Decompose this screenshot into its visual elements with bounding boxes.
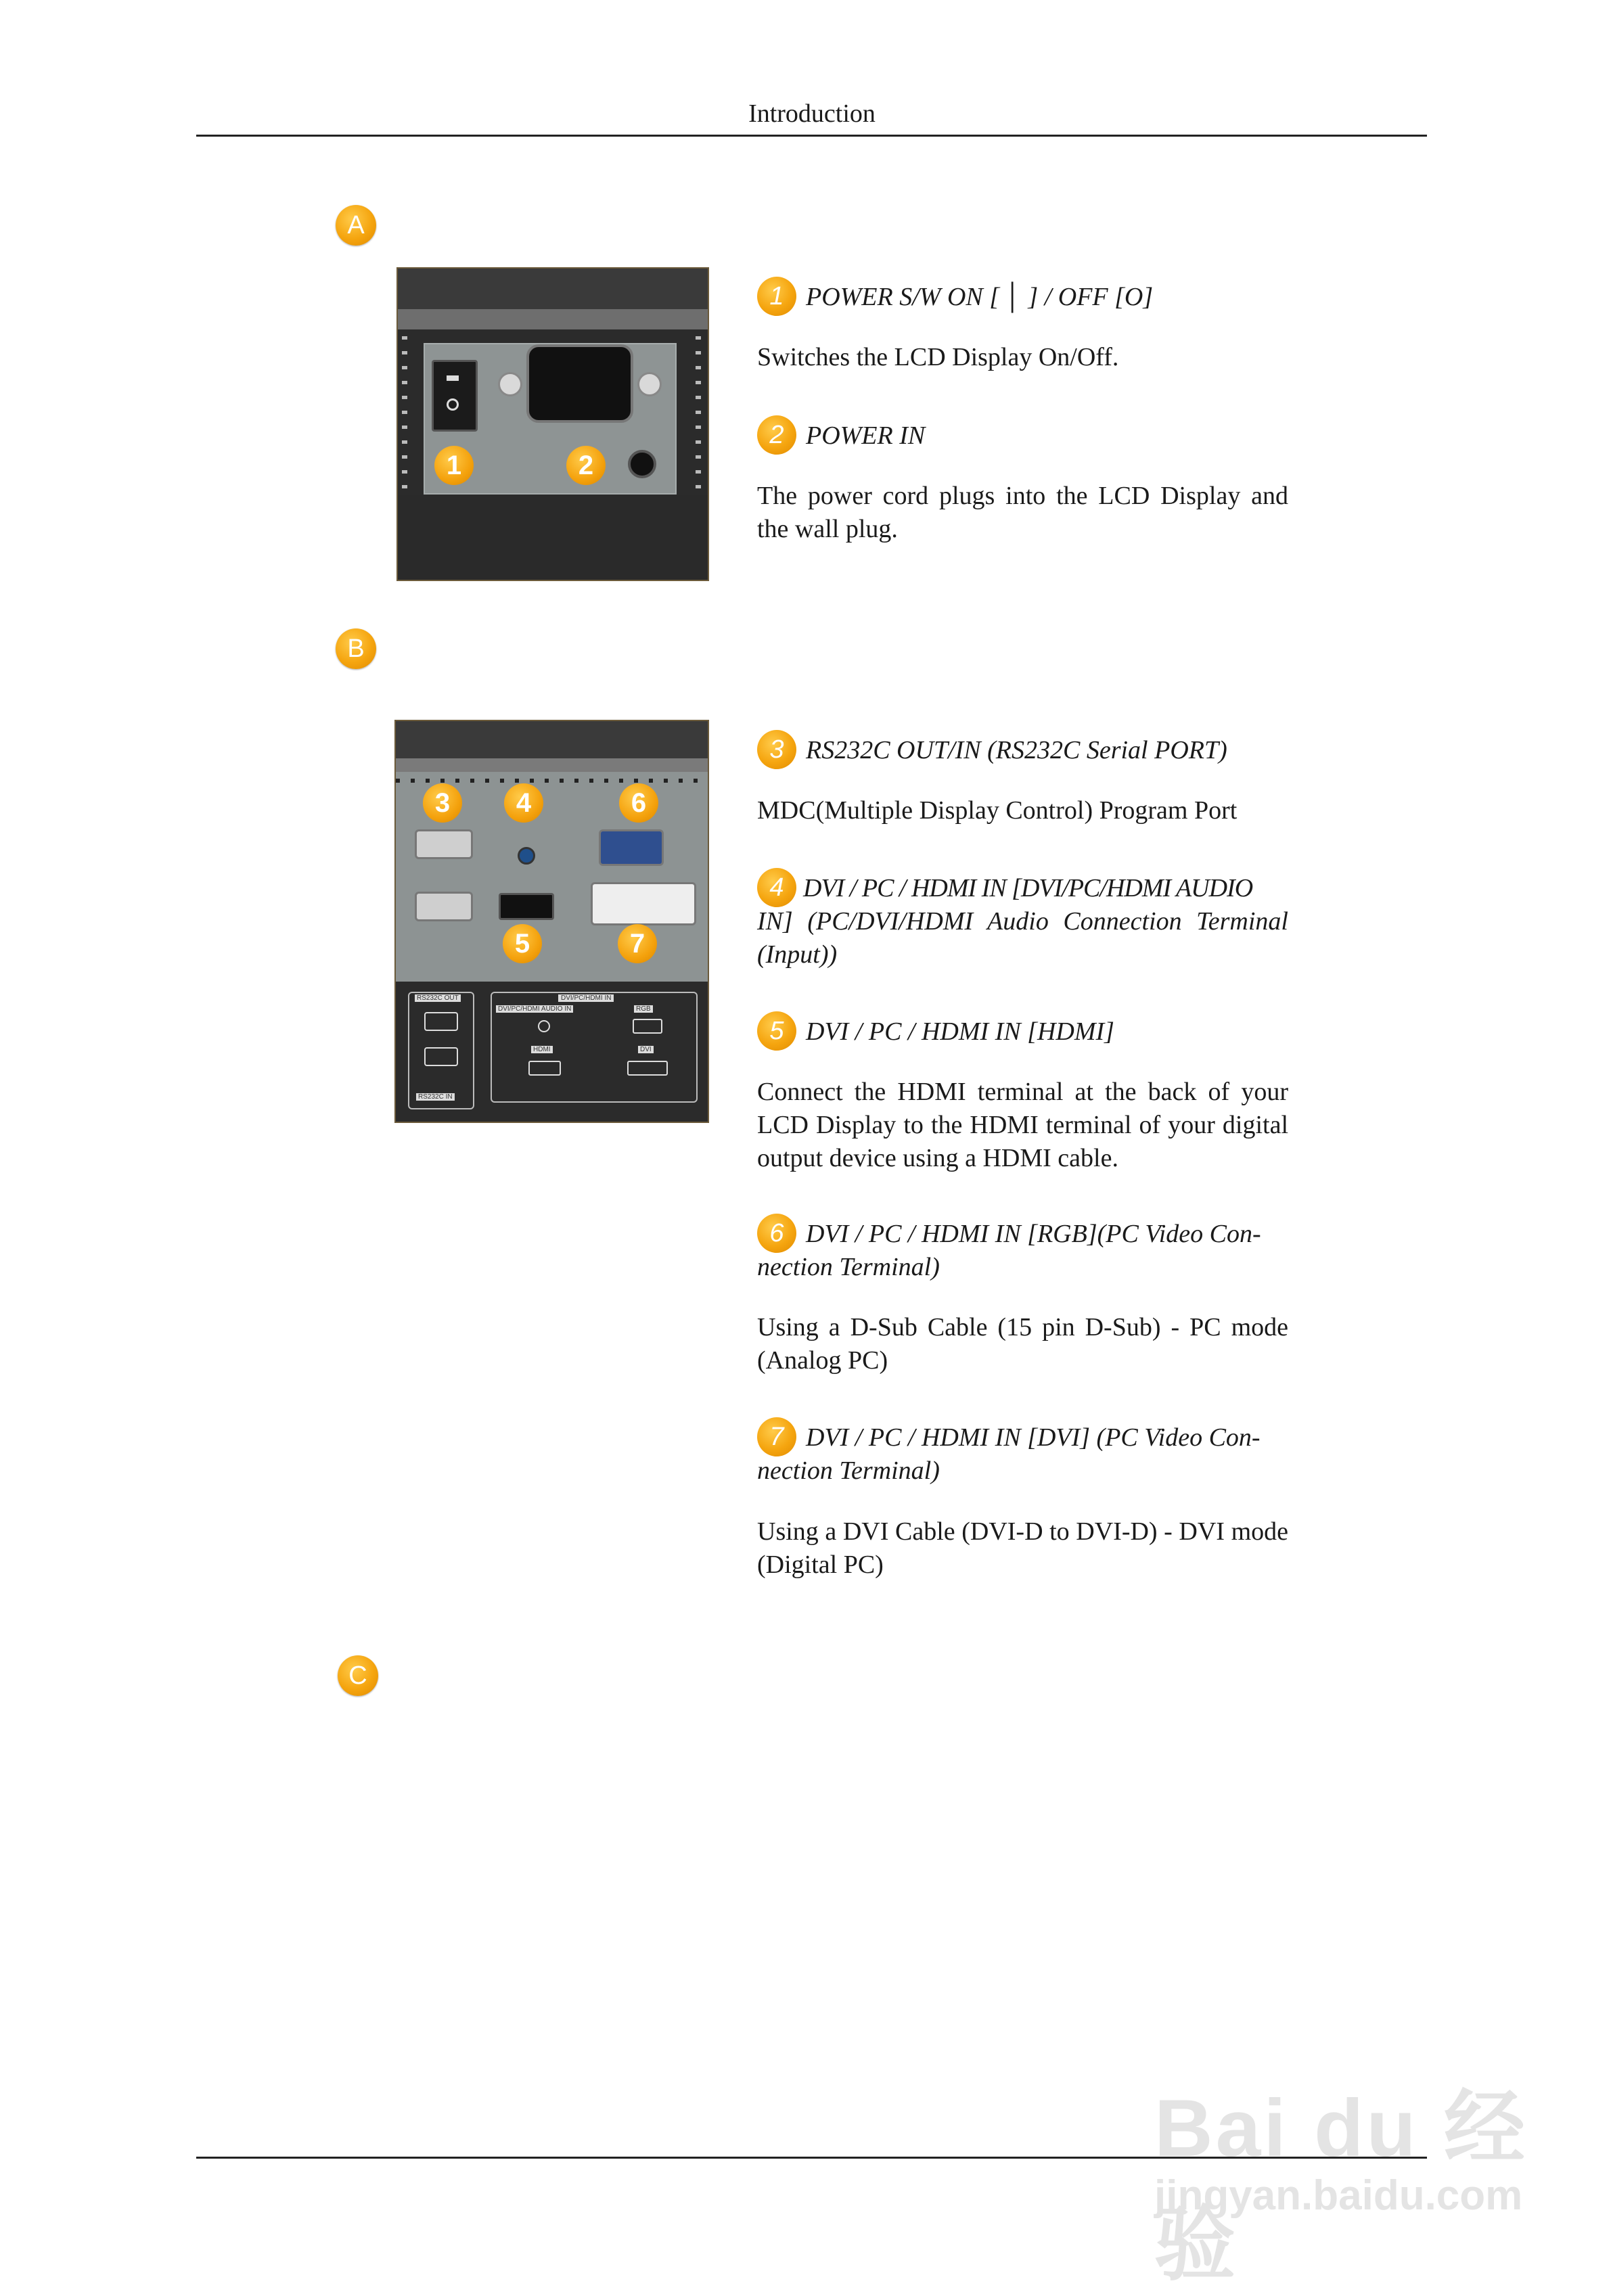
- item-1-badge: 1: [757, 277, 796, 316]
- item-3-title-block: [757, 734, 1288, 767]
- item-7-title-rest: nection Terminal): [757, 1456, 940, 1485]
- item-7-badge: 7: [757, 1417, 796, 1456]
- callout-1: 1: [434, 446, 474, 485]
- item-6-title-line1: DVI / PC / HDMI IN [RGB](PC Video Con-: [806, 1220, 1261, 1248]
- item-7-description: Using a DVI Cable (DVI-D to DVI-D) - DVI mode (Digital PC): [757, 1517, 1288, 1579]
- item-6-description: Using a D-Sub Cable (15 pin D-Sub) - PC mode (Analog PC): [757, 1313, 1288, 1375]
- item-2-description: The power cord plugs into the LCD Display and the wall plug.: [757, 482, 1288, 543]
- item-5-badge: 5: [757, 1011, 796, 1051]
- item-3-badge: 3: [757, 730, 796, 769]
- label-rs232c-in: RS232C IN: [416, 1093, 455, 1101]
- item-5-description: Connect the HDMI terminal at the back of your LCD Display to the HDMI terminal of your digital output device using a HDMI cable.: [757, 1078, 1288, 1172]
- label-hdmi: HDMI: [531, 1046, 553, 1053]
- header-rule: [196, 135, 1427, 137]
- item-3-description: MDC(Multiple Display Control) Program Port: [757, 796, 1238, 825]
- item-2-title: POWER IN: [806, 421, 926, 450]
- callout-3: 3: [423, 783, 462, 823]
- callout-6: 6: [619, 783, 658, 823]
- label-rs232c-out: RS232C OUT: [415, 994, 461, 1002]
- item-4-badge: 4: [757, 868, 796, 907]
- callout-2: 2: [566, 446, 606, 485]
- section-a-badge: A: [336, 205, 376, 246]
- input-panel-photo: [394, 720, 709, 1123]
- callout-7: 7: [618, 924, 657, 963]
- callout-4: 4: [504, 783, 543, 823]
- item-5-title: DVI / PC / HDMI IN [HDMI]: [806, 1017, 1114, 1046]
- item-6-title-block: [757, 1218, 1288, 1284]
- item-1-title: POWER S/W ON [ │ ] / OFF [O]: [806, 283, 1154, 311]
- item-5-title-block: [757, 1015, 1288, 1049]
- label-dvi: DVI: [638, 1046, 654, 1053]
- label-audio-in: DVI/PC/HDMI AUDIO IN: [496, 1005, 573, 1013]
- item-4-title-block: [757, 872, 1288, 971]
- item-1-title-block: [757, 281, 1288, 314]
- item-6-badge: 6: [757, 1214, 796, 1253]
- baidu-watermark-url: jingyan.baidu.com: [1154, 2172, 1523, 2219]
- item-2-title-block: [757, 419, 1288, 453]
- item-4-title-line1: DVI / PC / HDMI IN [DVI/PC/HDMI AUDIO: [803, 874, 1253, 902]
- item-3-title: RS232C OUT/IN (RS232C Serial PORT): [806, 736, 1227, 764]
- power-panel-photo: [396, 267, 709, 581]
- item-7-title-line1: DVI / PC / HDMI IN [DVI] (PC Video Con-: [806, 1423, 1261, 1452]
- section-c-badge: C: [338, 1655, 378, 1696]
- item-1-description: Switches the LCD Display On/Off.: [757, 343, 1119, 371]
- item-6-title-rest: nection Terminal): [757, 1253, 940, 1281]
- item-4-title-rest: IN] (PC/DVI/HDMI Audio Connection Terminal (Input)): [757, 907, 1288, 969]
- baidu-watermark-logo: Bai du 经验: [1154, 2083, 1528, 2290]
- page-header-title: Introduction: [748, 99, 876, 128]
- item-7-title-block: [757, 1421, 1288, 1488]
- callout-5: 5: [503, 924, 542, 963]
- label-rgb: RGB: [634, 1005, 653, 1013]
- section-b-badge: B: [336, 628, 376, 669]
- label-dvi-pc-hdmi-in: DVI/PC/HDMI IN: [558, 994, 614, 1002]
- item-2-badge: 2: [757, 415, 796, 455]
